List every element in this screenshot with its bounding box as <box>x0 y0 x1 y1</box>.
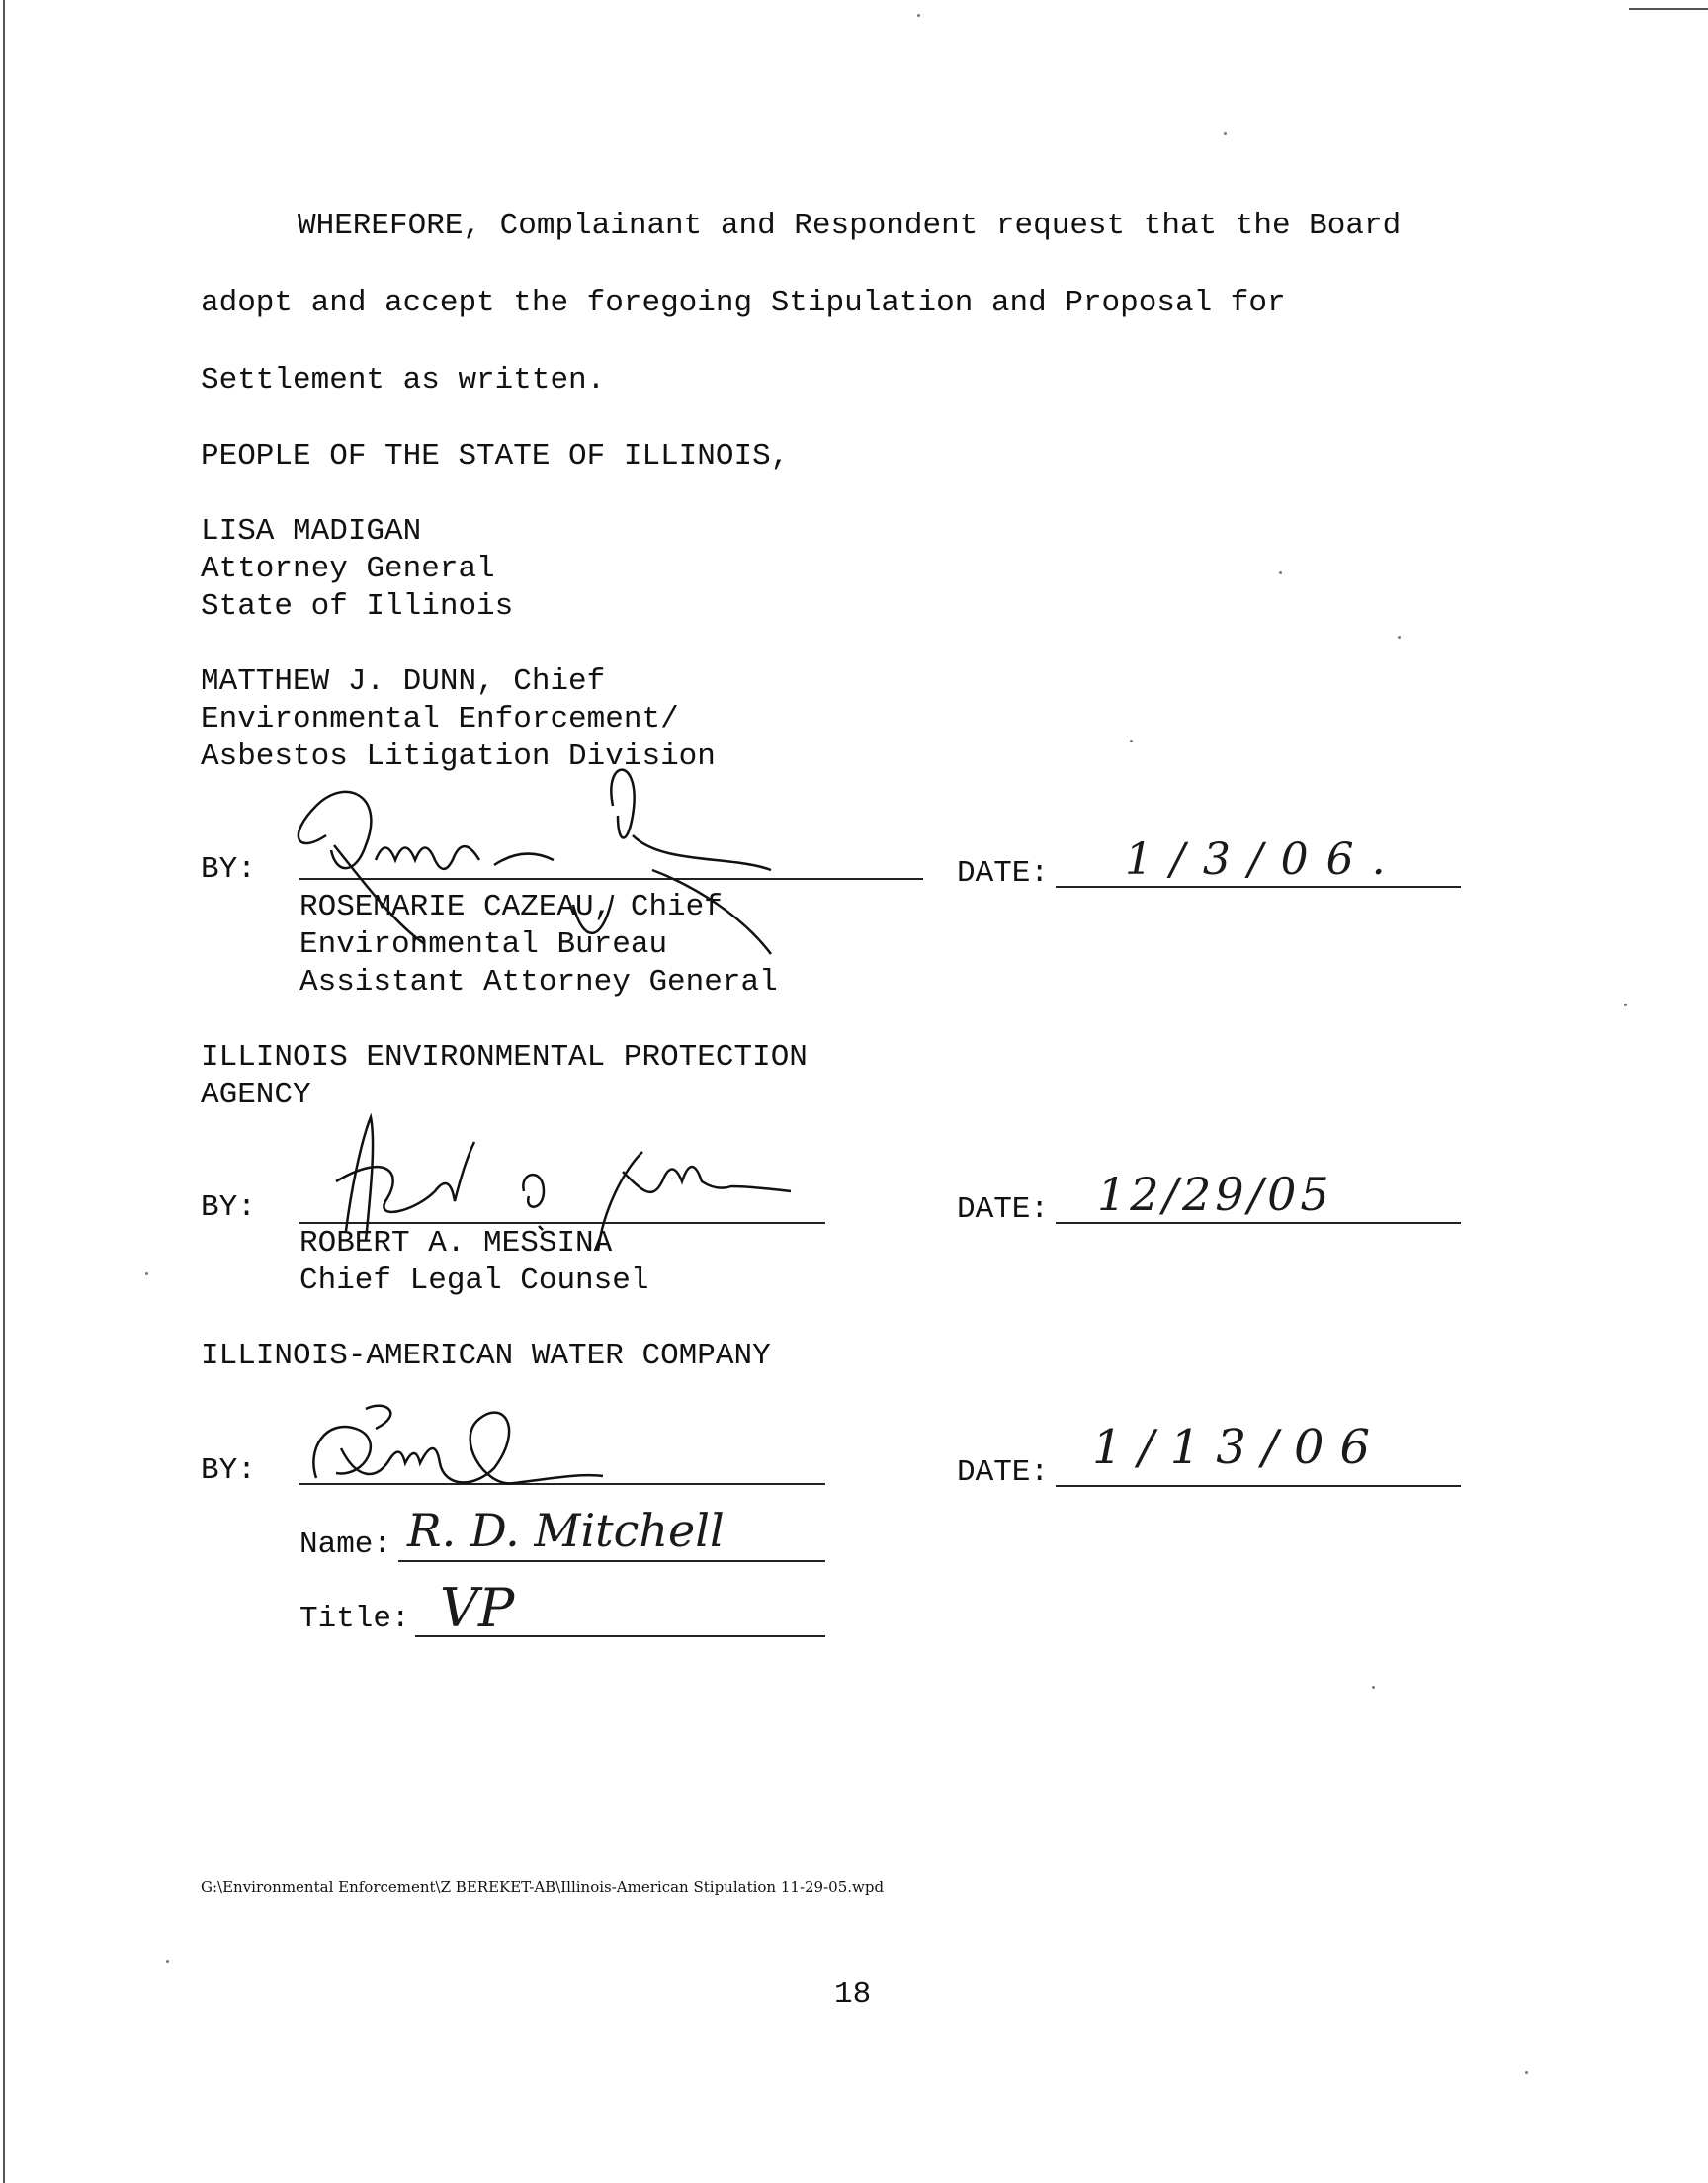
ag-state: State of Illinois <box>201 589 514 624</box>
paragraph-line-2: adopt and accept the foregoing Stipulation and Proposal for <box>201 286 1286 320</box>
ag-title: Attorney General <box>201 552 495 586</box>
chief-division-line-1: Environmental Enforcement/ <box>201 702 679 737</box>
chief-division-line-2: Asbestos Litigation Division <box>201 740 716 774</box>
messina-name: ROBERT A. MESSINA <box>299 1226 613 1261</box>
iepa-by-label: BY: <box>201 1190 256 1225</box>
cazeau-name: ROSEMARIE CAZEAU, Chief <box>299 890 723 924</box>
scan-speck <box>1279 571 1282 574</box>
people-date-value: 1/3/06. <box>1125 834 1404 885</box>
water-title-value: VP <box>440 1577 515 1639</box>
people-by-label: BY: <box>201 852 256 887</box>
mitchell-signature-icon <box>297 1389 613 1503</box>
scan-speck <box>1525 2071 1528 2074</box>
iepa-date-line <box>1056 1222 1461 1224</box>
iepa-heading-line-2: AGENCY <box>201 1078 311 1112</box>
water-by-label: BY: <box>201 1453 256 1488</box>
scan-speck <box>917 14 920 17</box>
cazeau-title-line-3: Assistant Attorney General <box>299 965 778 1000</box>
people-heading: PEOPLE OF THE STATE OF ILLINOIS, <box>201 439 790 474</box>
scan-speck <box>1624 1004 1627 1006</box>
iepa-date-value: 12/29/05 <box>1097 1168 1333 1221</box>
paragraph-line-1: WHEREFORE, Complainant and Respondent request that the Board <box>298 209 1402 243</box>
iepa-date-label: DATE: <box>957 1192 1050 1227</box>
scan-margin-line <box>3 0 5 2183</box>
cazeau-title-line-2: Environmental Bureau <box>299 927 668 962</box>
water-name-value: R. D. Mitchell <box>407 1504 725 1557</box>
scan-speck <box>1130 740 1133 742</box>
water-name-line <box>398 1560 825 1562</box>
scan-corner-line <box>1629 8 1708 10</box>
iepa-heading-line-1: ILLINOIS ENVIRONMENTAL PROTECTION <box>201 1040 808 1075</box>
chief-name: MATTHEW J. DUNN, Chief <box>201 664 606 699</box>
messina-title: Chief Legal Counsel <box>299 1264 649 1298</box>
people-date-label: DATE: <box>957 856 1050 891</box>
water-title-label: Title: <box>299 1602 410 1636</box>
water-date-value: 1/13/06 <box>1092 1420 1387 1475</box>
scan-speck <box>1372 1686 1375 1689</box>
water-heading: ILLINOIS-AMERICAN WATER COMPANY <box>201 1339 771 1373</box>
water-name-label: Name: <box>299 1528 392 1562</box>
people-date-line <box>1056 886 1461 888</box>
footer-file-path: G:\Environmental Enforcement\Z BEREKET-AB\Illinois-American Stipulation 11-29-05.wpd <box>201 1878 885 1896</box>
scan-speck <box>1224 132 1227 135</box>
scan-speck <box>1398 636 1401 639</box>
ag-name: LISA MADIGAN <box>201 514 422 549</box>
water-date-label: DATE: <box>957 1455 1050 1490</box>
water-date-line <box>1056 1485 1461 1487</box>
scan-speck <box>145 1272 148 1275</box>
page-number: 18 <box>834 1977 872 2012</box>
paragraph-line-3: Settlement as written. <box>201 363 606 397</box>
scan-speck <box>166 1960 169 1963</box>
